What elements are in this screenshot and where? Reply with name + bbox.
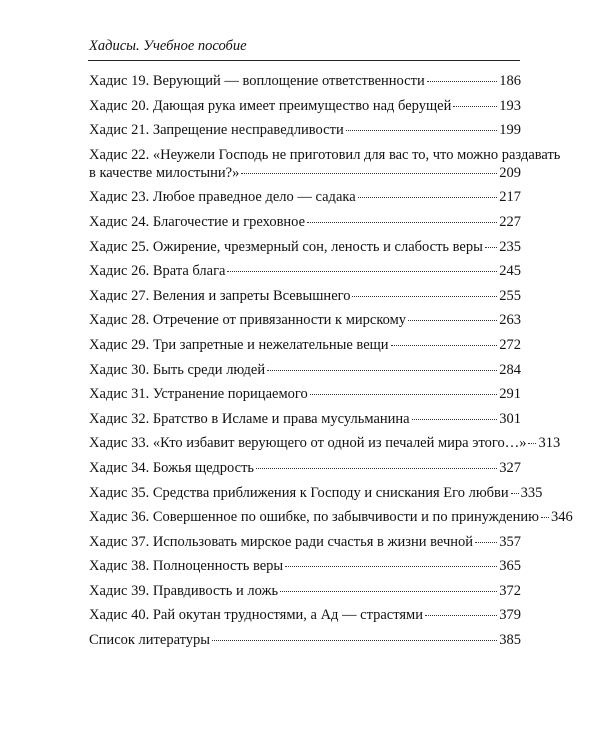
toc-entry-title: Хадис 30. Быть среди людей (89, 361, 266, 378)
toc-entry (89, 533, 521, 551)
toc-entry-title: Хадис 36. Совершенное по ошибке, по забывчивости и по принуждению (89, 509, 539, 526)
toc-page-number: 301 (499, 410, 521, 427)
toc-entry (89, 121, 521, 139)
table-of-contents (89, 72, 573, 656)
dot-leader (280, 591, 497, 592)
dot-leader (475, 542, 497, 543)
dot-leader (427, 81, 498, 82)
toc-entry-title: Хадис 32. Братство в Исламе и права мусульманина (89, 410, 410, 427)
dot-leader (241, 173, 497, 174)
toc-entry-title: Хадис 39. Правдивость и ложь (89, 582, 279, 599)
toc-entry (89, 188, 521, 206)
toc-entry-title: Хадис 24. Благочестие и греховное (89, 213, 306, 230)
toc-page-number: 291 (499, 386, 521, 403)
header-rule (88, 60, 520, 61)
dot-leader (346, 130, 498, 131)
dot-leader (453, 106, 497, 107)
toc-entry (89, 238, 521, 256)
toc-page-number: 245 (499, 263, 521, 280)
toc-entry (89, 508, 573, 526)
toc-entry-title: Хадис 25. Ожирение, чрезмерный сон, леность и слабость веры (89, 238, 483, 255)
dot-leader (307, 222, 497, 223)
toc-entry (89, 606, 521, 624)
toc-entry-title: Список литературы (89, 632, 211, 649)
toc-page-number: 209 (499, 164, 521, 181)
dot-leader (528, 443, 536, 444)
toc-page-number: 284 (499, 361, 521, 378)
toc-page-number: 255 (499, 287, 521, 304)
toc-page-number: 272 (499, 336, 521, 353)
toc-page-number: 227 (499, 213, 521, 230)
toc-entry (89, 146, 561, 182)
toc-page-number: 379 (499, 607, 521, 624)
toc-entry-title-line2: в качестве милостыни?» (89, 164, 240, 181)
toc-entry (89, 557, 521, 575)
dot-leader (285, 566, 497, 567)
toc-entry-title: Хадис 34. Божья щедрость (89, 459, 255, 476)
toc-entry (89, 361, 521, 379)
toc-entry-title: Хадис 20. Дающая рука имеет преимущество над берущей (89, 97, 452, 114)
toc-entry-title: Хадис 33. «Кто избавит верующего от одной из печалей мира этого…» (89, 435, 527, 452)
toc-entry-title: Хадис 26. Врата блага (89, 263, 226, 280)
toc-entry-title: Хадис 21. Запрещение несправедливости (89, 122, 344, 139)
toc-entry (89, 336, 521, 354)
dot-leader (541, 517, 549, 518)
dot-leader (485, 247, 497, 248)
toc-entry (89, 410, 521, 428)
toc-entry (89, 459, 521, 477)
toc-entry-title: Хадис 19. Верующий — воплощение ответственности (89, 73, 425, 89)
toc-entry-title: Хадис 38. Полноценность веры (89, 558, 284, 575)
toc-page-number: 235 (499, 238, 521, 255)
toc-page-number: 365 (499, 558, 521, 575)
toc-entry (89, 262, 521, 280)
toc-entry (89, 72, 521, 90)
dot-leader (425, 615, 497, 616)
dot-leader (256, 468, 497, 469)
dot-leader (227, 271, 497, 272)
dot-leader (358, 197, 498, 198)
toc-entry-title: Хадис 27. Веления и запреты Всевышнего (89, 287, 351, 304)
dot-leader (408, 320, 497, 321)
toc-page-number: 346 (550, 509, 573, 526)
toc-entry (89, 287, 521, 305)
toc-entry (89, 311, 521, 329)
dot-leader (267, 370, 497, 371)
toc-entry (89, 213, 521, 231)
toc-page-number: 263 (499, 312, 521, 329)
toc-entry (89, 484, 543, 502)
running-head: Хадисы. Учебное пособие (89, 38, 247, 54)
toc-entry-title-line1: Хадис 22. «Неужели Господь не приготовил для вас то, что можно раздавать (89, 146, 561, 163)
toc-page-number: 327 (499, 459, 521, 476)
toc-entry-title: Хадис 37. Использовать мирское ради счастья в жизни вечной (89, 533, 474, 550)
toc-page-number: 217 (499, 189, 521, 206)
dot-leader (310, 394, 498, 395)
toc-entry (89, 434, 561, 452)
toc-entry-title: Хадис 28. Отречение от привязанности к мирскому (89, 312, 407, 329)
dot-leader (391, 345, 498, 346)
toc-entry (89, 631, 521, 649)
toc-entry-title: Хадис 31. Устранение порицаемого (89, 386, 308, 403)
toc-page-number: 199 (499, 122, 521, 139)
toc-page-number: 372 (499, 582, 521, 599)
toc-page-number: 193 (499, 97, 521, 114)
dot-leader (511, 493, 519, 494)
toc-entry-title: Хадис 29. Три запретные и нежелательные вещи (89, 336, 389, 353)
dot-leader (352, 296, 497, 297)
toc-entry-title: Хадис 35. Средства приближения к Господу и снискания Его любви (89, 484, 509, 501)
toc-page-number: 313 (538, 435, 561, 452)
toc-page-number: 385 (499, 632, 521, 649)
toc-page-number: 357 (499, 533, 521, 550)
toc-entry (89, 97, 521, 115)
toc-entry (89, 385, 521, 403)
dot-leader (212, 640, 497, 641)
dot-leader (412, 419, 498, 420)
toc-entry-title: Хадис 23. Любое праведное дело — садака (89, 189, 356, 206)
toc-entry (89, 582, 521, 600)
toc-entry-title: Хадис 40. Рай окутан трудностями, а Ад — страстями (89, 607, 423, 624)
toc-page-number: 335 (520, 484, 543, 501)
toc-page-number: 186 (499, 73, 521, 89)
